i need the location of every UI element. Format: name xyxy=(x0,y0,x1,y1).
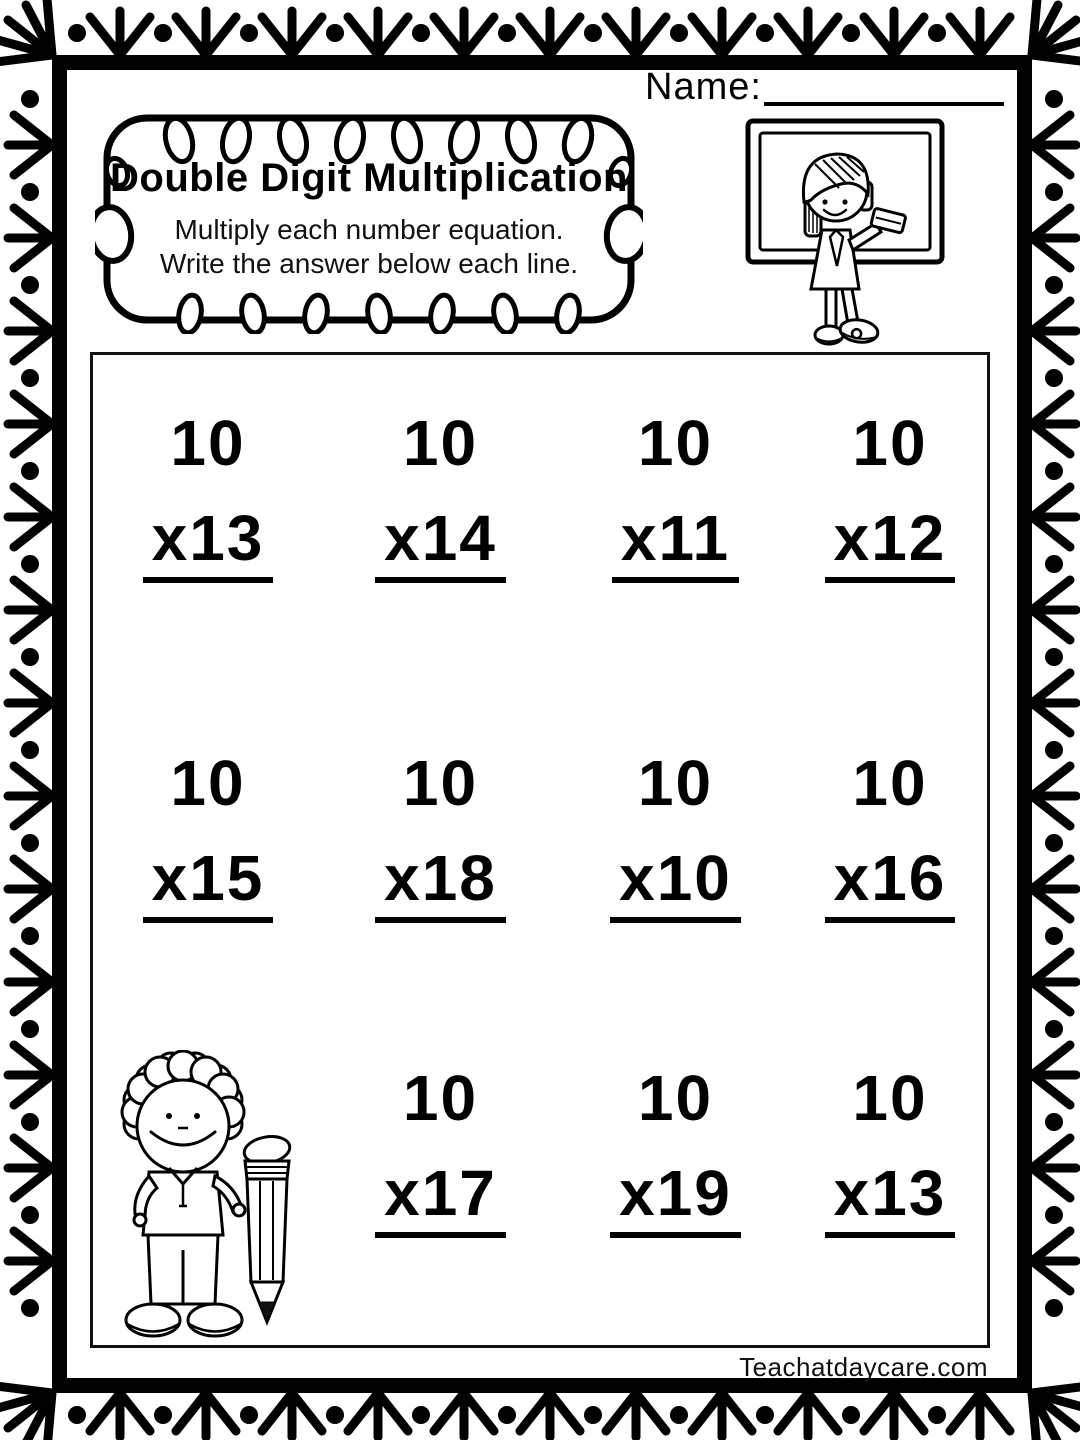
website-credit: Teachatdaycare.com xyxy=(739,1352,988,1382)
operator: x xyxy=(833,502,872,575)
multiplicand: 10 xyxy=(852,1062,928,1134)
title-box xyxy=(95,108,643,334)
problem-r3c2 xyxy=(323,1062,558,1238)
problem-r2c1 xyxy=(93,747,323,923)
multiplicand: 10 xyxy=(852,407,928,479)
multiplicand: 10 xyxy=(402,747,479,819)
multiplier: 18 xyxy=(421,842,497,915)
problem-r3c3 xyxy=(558,1062,793,1238)
giant-pencil xyxy=(242,1133,292,1322)
problem-r2c4 xyxy=(793,747,987,923)
multiplicand: 10 xyxy=(637,407,714,479)
multiplicand: 10 xyxy=(637,1062,714,1134)
multiplier: 13 xyxy=(189,502,265,575)
boy-holding-pencil-illustration xyxy=(95,1050,335,1345)
problem-r2c2 xyxy=(323,747,558,923)
problem-r2c3 xyxy=(558,747,793,923)
operator: x xyxy=(384,1157,422,1230)
operator: x xyxy=(833,1157,872,1230)
problem-r1c3 xyxy=(558,407,793,583)
operator: x xyxy=(384,502,422,575)
multiplier-underlined xyxy=(143,502,274,583)
problem-r3c4 xyxy=(793,1062,987,1238)
boy-face xyxy=(137,1080,229,1172)
multiplicand: 10 xyxy=(170,747,246,819)
operator: x xyxy=(151,842,190,915)
operator: x xyxy=(384,842,422,915)
operator: x xyxy=(151,502,190,575)
multiplier-underlined xyxy=(825,502,956,583)
problem-r1c4 xyxy=(793,407,987,583)
multiplier-underlined xyxy=(375,842,506,923)
multiplier-underlined xyxy=(610,842,741,923)
multiplier-underlined xyxy=(610,1157,741,1238)
name-label: Name: xyxy=(645,66,762,108)
multiplier: 12 xyxy=(871,502,947,575)
operator: x xyxy=(833,842,872,915)
multiplier-underlined xyxy=(612,502,739,583)
instruction-line-2: Write the answer below each line. xyxy=(159,247,579,279)
multiplicand: 10 xyxy=(170,407,246,479)
multiplier: 11 xyxy=(658,502,731,575)
worksheet-title: Double Digit Multiplication xyxy=(110,156,628,200)
multiplier: 19 xyxy=(656,1157,732,1230)
multiplier: 15 xyxy=(189,842,265,915)
girl-erasing-whiteboard-illustration xyxy=(745,112,950,355)
multiplier-underlined xyxy=(825,1157,956,1238)
multiplier-underlined xyxy=(825,842,956,923)
operator: x xyxy=(619,842,657,915)
problem-r1c1 xyxy=(93,407,323,583)
instruction-line-1: Multiply each number equation. xyxy=(174,214,564,245)
name-row xyxy=(645,68,1004,106)
multiplicand: 10 xyxy=(402,407,479,479)
multiplier: 13 xyxy=(871,1157,947,1230)
multiplier: 14 xyxy=(421,502,497,575)
multiplier-underlined xyxy=(143,842,274,923)
problem-r1c2 xyxy=(323,407,558,583)
multiplier-underlined xyxy=(375,1157,506,1238)
problems-row-2 xyxy=(93,747,987,923)
multiplicand: 10 xyxy=(402,1062,479,1134)
multiplier: 16 xyxy=(871,842,947,915)
operator: x xyxy=(620,502,659,575)
name-blank-line xyxy=(764,70,1004,106)
multiplicand: 10 xyxy=(852,747,928,819)
problems-row-1 xyxy=(93,407,987,583)
operator: x xyxy=(619,1157,657,1230)
multiplier: 17 xyxy=(421,1157,497,1230)
multiplier-underlined xyxy=(375,502,506,583)
multiplier: 10 xyxy=(656,842,732,915)
multiplicand: 10 xyxy=(637,747,714,819)
